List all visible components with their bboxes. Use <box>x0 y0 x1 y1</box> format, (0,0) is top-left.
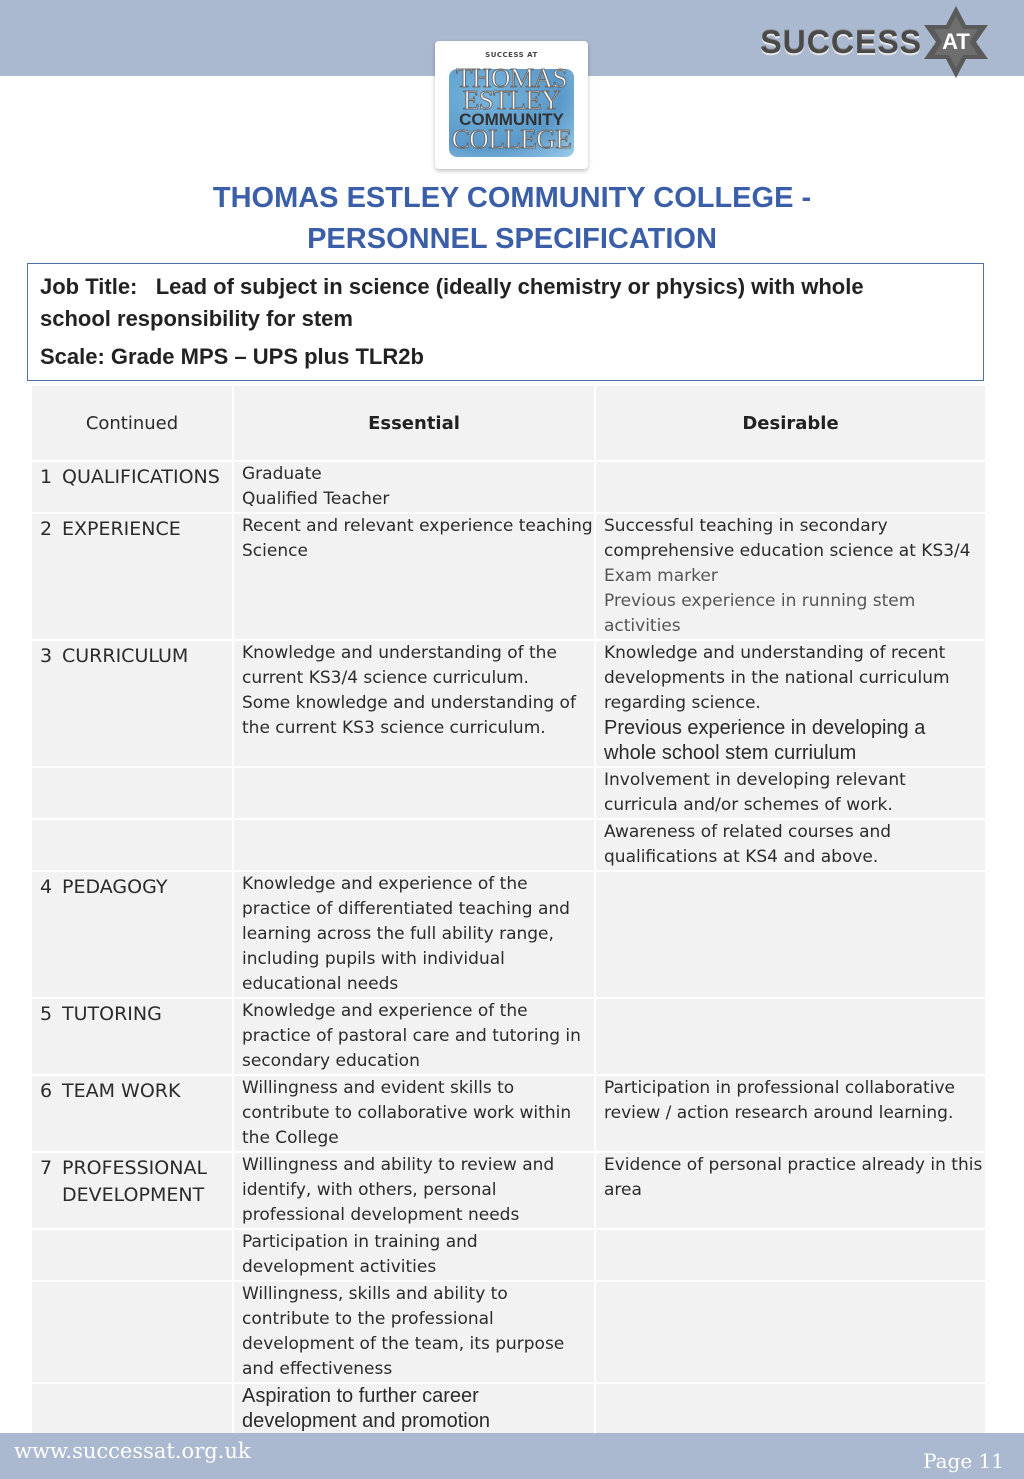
essential-line: current KS3/4 science curriculum. <box>242 668 529 688</box>
desirable-line: whole school stem curriulum <box>604 742 857 764</box>
table-row <box>31 1152 986 1229</box>
row-category <box>31 1152 233 1229</box>
row-category <box>31 871 233 998</box>
essential-line: learning across the full ability range, <box>242 924 554 944</box>
table-row <box>31 1383 986 1437</box>
table-row <box>31 871 986 998</box>
footer-url: www.successat.org.uk <box>14 1439 251 1463</box>
essential-line: development and promotion <box>242 1410 490 1432</box>
desirable-line: curricula and/or schemes of work. <box>604 795 893 815</box>
row-number: 2 <box>40 518 53 540</box>
row-number: 3 <box>40 645 53 667</box>
essential-cell <box>233 1152 595 1229</box>
table-row <box>31 513 986 640</box>
title-line-1: THOMAS ESTLEY COMMUNITY COLLEGE - <box>212 182 812 214</box>
essential-line: Aspiration to further career <box>242 1385 479 1407</box>
desirable-line: regarding science. <box>604 693 761 713</box>
desirable-cell <box>595 1281 986 1383</box>
essential-line: development activities <box>242 1257 437 1277</box>
row-category <box>31 767 233 819</box>
desirable-cell <box>595 998 986 1075</box>
title-line-2: PERSONNEL SPECIFICATION <box>307 223 717 255</box>
category-label: TEAM WORK <box>62 1080 181 1102</box>
desirable-line: Previous experience in developing a <box>604 717 926 739</box>
desirable-line: Exam marker <box>604 566 718 586</box>
essential-line: secondary education <box>242 1051 420 1071</box>
header-essential: Essential <box>233 385 595 461</box>
row-category <box>31 819 233 871</box>
essential-cell <box>233 998 595 1075</box>
desirable-line: area <box>604 1180 642 1200</box>
essential-line: Recent and relevant experience teaching <box>242 516 593 536</box>
table-row <box>31 998 986 1075</box>
essential-cell <box>233 819 595 871</box>
desirable-cell <box>595 1075 986 1152</box>
row-number: 7 <box>40 1157 53 1179</box>
logo-line-1: THOMAS <box>455 63 567 93</box>
essential-line: Knowledge and experience of the <box>242 874 528 894</box>
job-title-line-1: Job Title: Lead of subject in science (ideally chemistry or physics) with whole <box>40 274 864 299</box>
table-row <box>31 1281 986 1383</box>
table-row <box>31 767 986 819</box>
essential-cell <box>233 871 595 998</box>
essential-cell <box>233 640 595 767</box>
desirable-line: comprehensive education science at KS3/4 <box>604 541 971 561</box>
category-label: CURRICULUM <box>62 645 189 667</box>
essential-line: Science <box>242 541 308 561</box>
table-row <box>31 819 986 871</box>
row-category <box>31 1281 233 1383</box>
desirable-line: Successful teaching in secondary <box>604 516 888 536</box>
row-category <box>31 998 233 1075</box>
table-row <box>31 1229 986 1281</box>
table-header-row <box>31 385 986 461</box>
header-category: Continued <box>31 385 233 461</box>
desirable-line: Knowledge and understanding of recent <box>604 643 946 663</box>
desirable-cell <box>595 819 986 871</box>
desirable-line: Evidence of personal practice already in this <box>604 1155 983 1175</box>
brand-word: SUCCESS <box>760 23 922 60</box>
essential-line: practice of pastoral care and tutoring in <box>242 1026 581 1046</box>
essential-line: and effectiveness <box>242 1359 393 1379</box>
desirable-line: Previous experience in running stem <box>604 591 916 611</box>
essential-line: Knowledge and experience of the <box>242 1001 528 1021</box>
essential-line: contribute to the professional <box>242 1309 494 1329</box>
desirable-line: qualifications at KS4 and above. <box>604 847 879 867</box>
logo-line-2: ESTLEY <box>462 85 561 115</box>
essential-line: Qualified Teacher <box>242 489 390 509</box>
table-row <box>31 461 986 513</box>
row-category <box>31 1229 233 1281</box>
essential-line: Some knowledge and understanding of <box>242 693 576 713</box>
essential-cell <box>233 1229 595 1281</box>
essential-cell <box>233 513 595 640</box>
essential-line: Graduate <box>242 464 322 484</box>
desirable-line: activities <box>604 616 681 636</box>
page-title <box>0 178 1024 260</box>
star-icon <box>918 4 994 80</box>
desirable-line: developments in the national curriculum <box>604 668 950 688</box>
essential-line: the College <box>242 1128 339 1148</box>
essential-line: Willingness, skills and ability to <box>242 1284 508 1304</box>
category-label: TUTORING <box>62 1003 162 1025</box>
essential-line: identify, with others, personal <box>242 1180 497 1200</box>
job-title-box <box>27 263 984 381</box>
essential-line: practice of differentiated teaching and <box>242 899 570 919</box>
desirable-line: review / action research around learning. <box>604 1103 954 1123</box>
row-number: 1 <box>40 466 53 488</box>
logo-line-4: COLLEGE <box>451 124 572 154</box>
desirable-line: Awareness of related courses and <box>604 822 892 842</box>
college-logo <box>435 41 588 169</box>
essential-line: development of the team, its purpose <box>242 1334 565 1354</box>
row-category <box>31 461 233 513</box>
essential-line: professional development needs <box>242 1205 520 1225</box>
success-at-logo <box>760 4 994 80</box>
essential-line: Participation in training and <box>242 1232 478 1252</box>
category-label: PEDAGOGY <box>62 876 168 898</box>
desirable-cell <box>595 461 986 513</box>
essential-line: the current KS3 science curriculum. <box>242 718 546 738</box>
desirable-cell <box>595 871 986 998</box>
specification-table <box>30 384 987 1438</box>
essential-cell <box>233 767 595 819</box>
essential-cell <box>233 1281 595 1383</box>
desirable-cell <box>595 1229 986 1281</box>
logo-wordmark <box>435 63 588 154</box>
essential-cell <box>233 1383 595 1437</box>
job-title-line-2: school responsibility for stem <box>40 306 353 331</box>
footer-bar <box>0 1433 1024 1479</box>
table-row <box>31 640 986 767</box>
essential-line: Willingness and evident skills to <box>242 1078 515 1098</box>
row-number: 6 <box>40 1080 53 1102</box>
desirable-cell <box>595 1152 986 1229</box>
desirable-cell <box>595 1383 986 1437</box>
row-category <box>31 640 233 767</box>
essential-line: educational needs <box>242 974 399 994</box>
essential-line: Willingness and ability to review and <box>242 1155 555 1175</box>
essential-line: Knowledge and understanding of the <box>242 643 557 663</box>
essential-cell <box>233 461 595 513</box>
brand-badge: AT <box>942 29 970 54</box>
category-label: DEVELOPMENT <box>62 1184 205 1206</box>
essential-cell <box>233 1075 595 1152</box>
logo-line-3: COMMUNITY <box>459 110 564 129</box>
row-category <box>31 1075 233 1152</box>
header-desirable: Desirable <box>595 385 986 461</box>
essential-line: including pupils with individual <box>242 949 505 969</box>
category-label: QUALIFICATIONS <box>62 466 220 488</box>
row-number: 5 <box>40 1003 53 1025</box>
category-label: PROFESSIONAL <box>62 1157 208 1179</box>
page-number: Page 11 <box>923 1449 1004 1473</box>
row-category <box>31 1383 233 1437</box>
desirable-cell <box>595 767 986 819</box>
table-row <box>31 1075 986 1152</box>
essential-line: contribute to collaborative work within <box>242 1103 572 1123</box>
scale-line: Scale: Grade MPS – UPS plus TLR2b <box>40 344 424 369</box>
desirable-line: Involvement in developing relevant <box>604 770 906 790</box>
row-category <box>31 513 233 640</box>
row-number: 4 <box>40 876 53 898</box>
category-label: EXPERIENCE <box>62 518 181 540</box>
desirable-cell <box>595 640 986 767</box>
logo-small-text: SUCCESS AT <box>485 51 538 59</box>
desirable-cell <box>595 513 986 640</box>
desirable-line: Participation in professional collaborative <box>604 1078 955 1098</box>
